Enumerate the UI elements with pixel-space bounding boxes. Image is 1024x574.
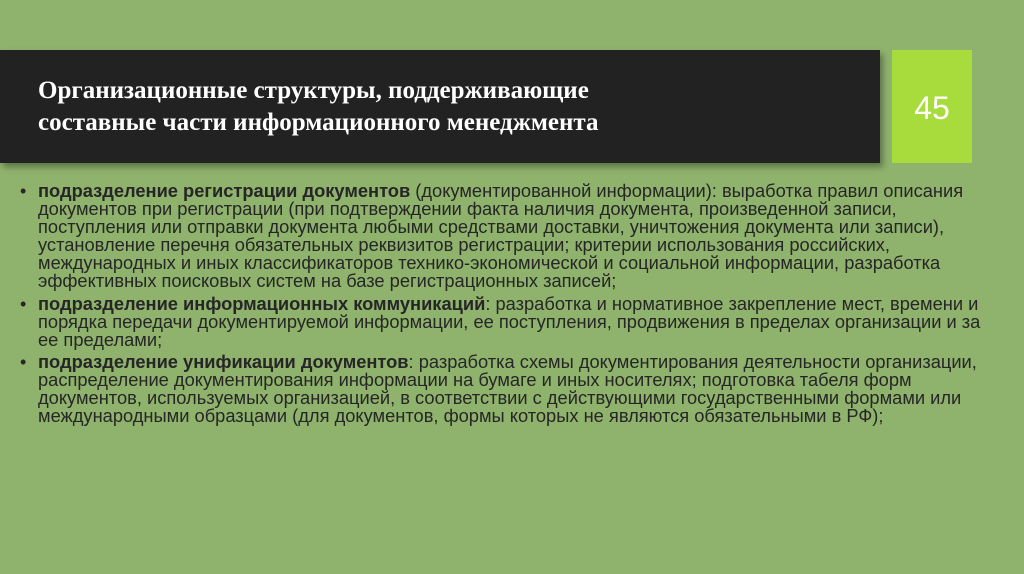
bullet-icon: • xyxy=(20,293,27,314)
title-bar xyxy=(0,50,880,163)
list-item xyxy=(20,182,990,291)
list-item xyxy=(20,350,990,427)
page-number-box xyxy=(892,50,972,163)
item-heading: подразделение регистрации документов xyxy=(38,180,411,201)
bullet-list xyxy=(20,182,990,429)
bullet-icon: • xyxy=(20,351,27,372)
item-text: (документированной информации): выработка правил описания документов при регистрации (при подтверждении факта наличия документа, произведенной записи, поступления или отправки документа любыми средствами доставки, уничтожения документа или записи), установление перечня обязательных реквизитов регистрации; критерии использования российских, международных и иных классификаторов технико-экономической и социальной информации, разработка эффективных поисковых систем на базе регистрационных записей; xyxy=(38,180,964,292)
bullet-icon: • xyxy=(20,181,27,201)
item-text: : разработка схемы документирования деятельности организации, распределение документирования информации на бумаге и иных носителях; подготовка табеля форм документов, используемых организацией, в соответствии с действующими государственными формами или международными образцами (для документов, формы которых не являются обязательными в РФ); xyxy=(38,350,977,427)
item-text: : разработка и нормативное закрепление мест, времени и порядка передачи документируемой информации, ее поступления, продвижения в пределах организации и за ее пределами; xyxy=(38,292,981,350)
page-number: 45 xyxy=(914,90,950,126)
item-heading: подразделение информационных коммуникаций xyxy=(38,292,486,314)
list-item xyxy=(20,292,990,350)
slide-title: Организационные структуры, поддерживающие составные части информационного менеджмента xyxy=(38,77,599,136)
item-heading: подразделение унификации документов xyxy=(38,350,409,372)
